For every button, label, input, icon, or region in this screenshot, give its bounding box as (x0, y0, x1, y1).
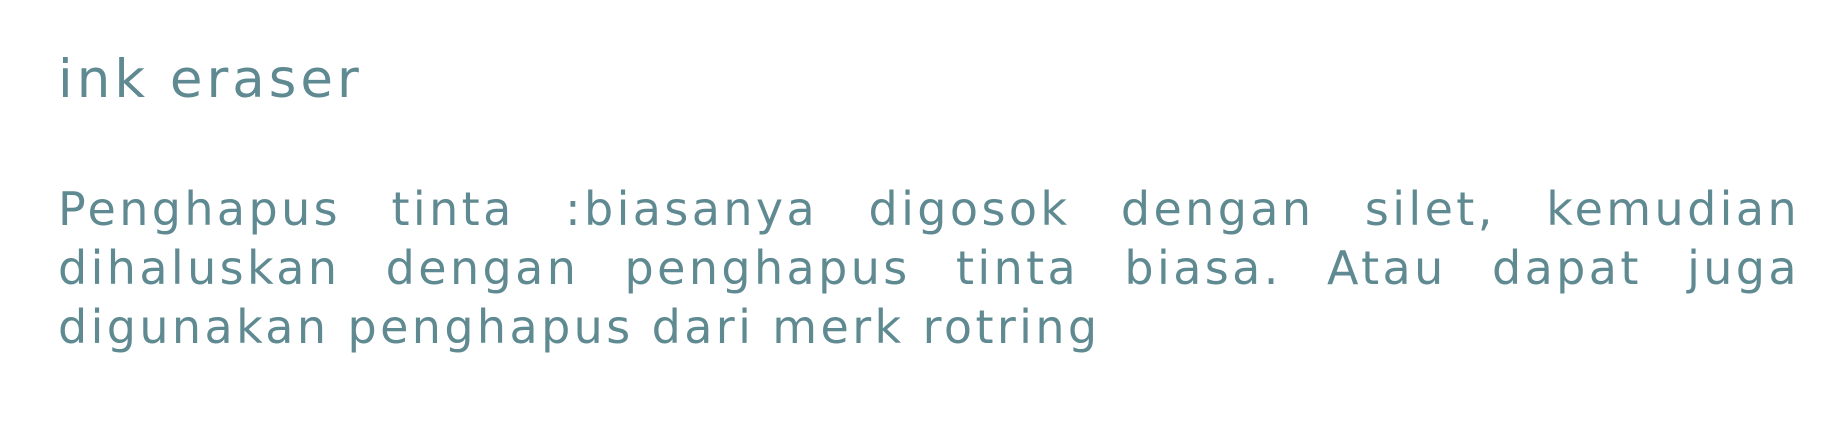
description-paragraph: Penghapus tinta :biasanya digosok dengan silet, kemudian dihaluskan dengan penghapus tinta biasa. Atau dapat juga digunakan penghapus dari merk rotring (58, 182, 1800, 354)
page-title: ink eraser (58, 49, 363, 110)
